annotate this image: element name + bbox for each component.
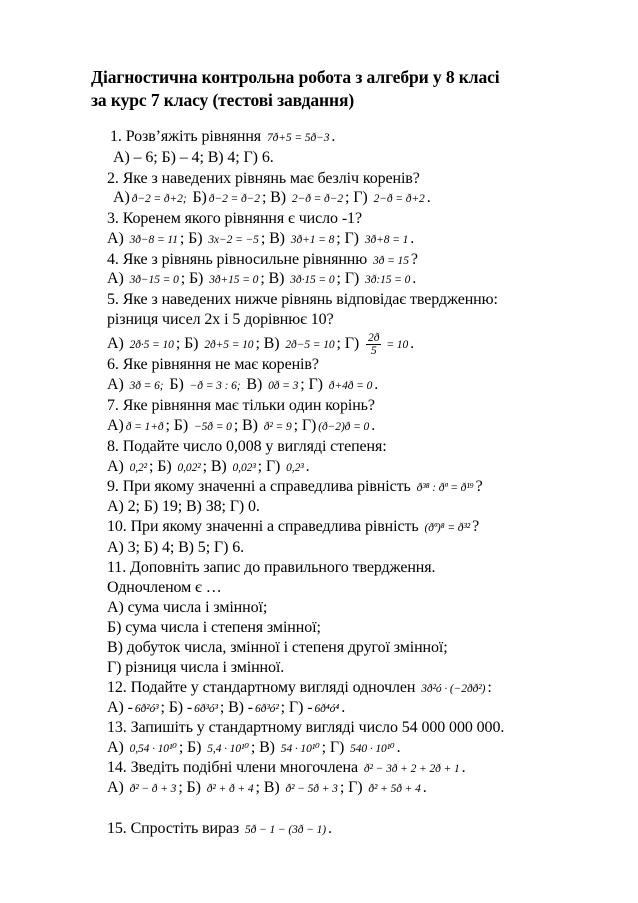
answer-d-label: ; Г)	[336, 230, 359, 247]
question-4-end: ?	[410, 251, 418, 268]
answer-a-expr: 3ð−8 = 11	[129, 234, 178, 246]
answer-a-label: А)	[107, 417, 124, 434]
question-13: 13. Запишіть у стандартному вигляді число 54 000 000 000.	[107, 719, 505, 736]
answer-a-expr: 0,54 · 10¹⁰	[129, 743, 177, 755]
question-7: 7. Яке рівняння має тільки один корінь?	[107, 397, 375, 414]
answer-b-label: ; Б)	[165, 417, 189, 434]
question-14-label: 14. Зведіть подібні члени многочлена	[107, 759, 358, 776]
answer-a-label: А) -	[107, 699, 133, 716]
question-5-answers	[107, 332, 414, 357]
answer-d-label: ; Г)	[300, 376, 323, 393]
question-10-equation: (ðª)⁸ = ð³²	[424, 522, 471, 534]
answer-d-label: ; Г)	[339, 779, 363, 796]
question-3: 3. Коренем якого рівняння є число -1?	[107, 210, 362, 227]
fraction-denominator: 5	[370, 345, 377, 357]
answer-d-label: ; Г)	[293, 417, 317, 434]
question-9-end: ?	[475, 478, 483, 495]
answer-d-expr: 540 · 10¹⁰	[350, 743, 395, 755]
answer-d-expr: 6ð⁴ó⁴	[314, 703, 340, 715]
answer-a-expr: 6ð²ó³	[134, 703, 159, 715]
question-1-end: .	[331, 128, 336, 145]
answer-d-expr: (ð−2)ð = 0	[318, 421, 370, 433]
answer-a-expr: 0,2²	[129, 462, 148, 474]
answer-a-label: А)	[107, 230, 124, 247]
answer-a-label: А)	[107, 335, 124, 353]
answer-d-label: ; Г) -	[280, 699, 313, 716]
question-4-equation: 3ð = 15	[373, 255, 409, 267]
answer-d-label: ; Г)	[321, 739, 345, 756]
question-9	[107, 477, 483, 498]
answer-d-label: ; Г)	[336, 335, 360, 353]
answer-b-expr: 3ð+15 = 0	[209, 274, 259, 286]
answer-c-expr: 0ð = 3	[268, 380, 299, 392]
question-14-answers	[107, 778, 427, 799]
question-7-answers	[107, 416, 375, 437]
answer-a-expr: ð−2 = ð+2;	[131, 193, 187, 205]
answer-d-expr: 2−ð = ð+2	[373, 193, 425, 205]
question-2-answers	[113, 188, 431, 209]
answer-a-label: А)	[107, 779, 124, 796]
question-11-option-c: В) добуток числа, змінної і степеня другої змінної;	[107, 639, 448, 656]
answer-c-expr: 2ð−5 = 10	[285, 339, 335, 352]
answer-end: .	[410, 335, 415, 353]
question-9-answers: А) 2; Б) 19; В) 38; Г) 0.	[107, 498, 260, 515]
question-4-answers	[107, 269, 416, 290]
answer-c-expr: 3ð+1 = 8	[290, 234, 335, 246]
question-11-line-2: Одночленом є …	[107, 579, 222, 596]
answer-c-label: ; В)	[255, 779, 280, 796]
answer-b-label: ; Б)	[175, 335, 199, 353]
question-1-equation: 7ð+5 = 5ð−3	[266, 132, 330, 144]
answer-b-expr: −5ð = 0	[193, 421, 232, 433]
question-10	[107, 517, 479, 538]
answer-end: .	[305, 458, 310, 475]
question-5-line-1: 5. Яке з наведених нижче рівнянь відповідає твердженню:	[107, 291, 498, 308]
answer-b-expr: 3x−2 = −5	[208, 234, 259, 246]
answer-c-label: ; В)	[261, 189, 286, 206]
answer-d-fraction	[366, 332, 381, 357]
answer-d-expr: 0,2³	[286, 462, 304, 474]
answer-a-expr: ð = 1+ð	[125, 421, 164, 433]
answer-c-label: ; В)	[260, 270, 285, 287]
answer-b-label: ; Б)	[178, 779, 201, 796]
question-4-label: 4. Яке з рівнянь рівносильне рівнянню	[107, 251, 368, 268]
question-9-label: 9. При якому значенні a справедлива рівність	[107, 478, 411, 495]
question-10-end: ?	[472, 518, 480, 535]
answer-d-expr: ð+4ð = 0	[328, 380, 373, 392]
question-9-equation: ð³⁸ : ðª = ð¹⁹	[416, 482, 474, 494]
answer-b-expr: ð−2 = ð−2	[208, 193, 260, 205]
answer-c-expr: 6ð³ó²	[255, 703, 279, 715]
answer-b-label: ; Б)	[180, 270, 204, 287]
question-15-expression: 5ð − 1 − (3ð − 1)	[245, 824, 327, 836]
question-12-end: :	[487, 679, 492, 696]
question-14-end: .	[461, 759, 466, 776]
question-14	[107, 758, 466, 779]
question-13-answers	[107, 738, 400, 759]
answer-d-label: ; Г)	[336, 270, 360, 287]
answer-b-label: ; Б)	[179, 230, 203, 247]
answer-d-expr: ð² + 5ð + 4	[368, 783, 421, 795]
question-12-label: 12. Подайте у стандартному вигляді одночлен	[107, 679, 416, 696]
question-15-label: 15. Спростіть вираз	[107, 820, 240, 837]
answer-d-label: ; Г)	[345, 189, 368, 206]
question-5-line-2: різниця чисел 2x і 5 дорівнює 10?	[107, 311, 334, 328]
answer-c-label: ; В)	[202, 458, 227, 475]
answer-b-expr: ð² + ð + 4	[206, 783, 254, 795]
question-2: 2. Яке з наведених рівнянь має безліч коренів?	[107, 170, 420, 187]
answer-b-label: Б)	[192, 189, 207, 206]
answer-end: .	[374, 376, 379, 393]
page-title	[91, 66, 500, 112]
answer-b-label: Б)	[169, 376, 184, 393]
answer-c-expr: 2−ð = ð−2	[291, 193, 344, 205]
question-6: 6. Яке рівняння не має коренів?	[107, 356, 319, 373]
answer-c-expr: ð² − 5ð + 3	[285, 783, 338, 795]
answer-a-expr: 3ð = 6;	[129, 380, 164, 392]
answer-end: .	[426, 189, 431, 206]
question-10-answers: А) 3; Б) 4; В) 5; Г) 6.	[107, 539, 245, 556]
question-10-label: 10. При якому значенні a справедлива рівність	[107, 518, 419, 535]
answer-c-label: ; В)	[233, 417, 258, 434]
title-line-2: за курс 7 класу (тестові завдання)	[91, 90, 355, 110]
answer-a-label: А)	[107, 739, 124, 756]
answer-a-label: А)	[107, 376, 124, 393]
answer-c-expr: 54 · 10¹⁰	[280, 743, 320, 755]
answer-b-expr: 0,02²	[177, 462, 201, 474]
question-8: 8. Подайте число 0,008 у вигляді степеня:	[107, 438, 387, 455]
answer-d-label: ; Г)	[257, 458, 281, 475]
answer-end: .	[396, 739, 401, 756]
answer-a-label: А)	[113, 189, 130, 206]
question-14-polynomial: ð² − 3ð + 2 + 2ð + 1	[363, 763, 460, 775]
answer-a-label: А)	[107, 270, 124, 287]
answer-c-expr: ð² = 9	[263, 421, 292, 433]
question-12-expression: 3ð²ó · (−2ðð²)	[421, 683, 486, 695]
answer-c-label: ; В)	[250, 739, 275, 756]
fraction-numerator: 2ð	[368, 332, 380, 344]
question-6-answers	[107, 375, 378, 396]
answer-a-expr: 2ð·5 = 10	[129, 339, 174, 352]
question-12-answers	[107, 698, 345, 719]
answer-a-expr: 3ð−15 = 0	[129, 274, 179, 286]
answer-b-expr: 5,4 · 10¹⁰	[207, 743, 249, 755]
answer-b-label: ; Б) -	[160, 699, 193, 716]
answer-c-expr: 3ð·15 = 0	[290, 274, 335, 286]
question-15-end: .	[328, 820, 332, 837]
question-1-answers: А) – 6; Б) – 4; В) 4; Г) 6.	[113, 149, 274, 166]
answer-c-expr: 0,02³	[232, 462, 256, 474]
title-line-1: Діагностична контрольна робота з алгебри у 8 класі	[91, 67, 500, 87]
question-1	[110, 127, 335, 148]
question-11-option-a: А) сума числа і змінної;	[107, 599, 268, 616]
answer-a-expr: ð² − ð + 3	[129, 783, 177, 795]
answer-end: .	[410, 230, 415, 247]
answer-b-expr: 6ð³ó³	[194, 703, 218, 715]
question-15	[107, 819, 332, 840]
answer-c-label: ; В)	[260, 230, 285, 247]
question-11-line-1: 11. Доповніть запис до правильного твердження.	[107, 559, 436, 576]
question-11-option-b: Б) сума числа і степеня змінної;	[107, 619, 321, 636]
answer-c-label: ; В)	[255, 335, 280, 353]
answer-b-label: ; Б)	[178, 739, 202, 756]
answer-end: .	[412, 270, 417, 287]
answer-d-expr: = 10	[386, 339, 409, 352]
answer-b-label: ; Б)	[149, 458, 172, 475]
answer-b-expr: −ð = 3 : 6;	[189, 380, 241, 392]
question-12	[107, 678, 492, 699]
answer-c-label: В)	[246, 376, 263, 393]
answer-d-expr: 3ð:15 = 0	[365, 274, 411, 286]
question-8-answers	[107, 457, 309, 478]
answer-d-expr: 3ð+8 = 1	[364, 234, 409, 246]
question-4	[107, 250, 418, 271]
answer-b-expr: 2ð+5 = 10	[204, 339, 254, 352]
question-11-option-d: Г) різниця числа і змінної.	[107, 659, 285, 676]
answer-a-label: А)	[107, 458, 124, 475]
answer-c-label: ; В) -	[219, 699, 254, 716]
question-1-label: 1. Розв’яжіть рівняння	[110, 128, 262, 145]
answer-end: .	[422, 779, 427, 796]
answer-end: .	[371, 417, 376, 434]
question-3-answers	[107, 229, 414, 250]
answer-end: .	[341, 699, 346, 716]
